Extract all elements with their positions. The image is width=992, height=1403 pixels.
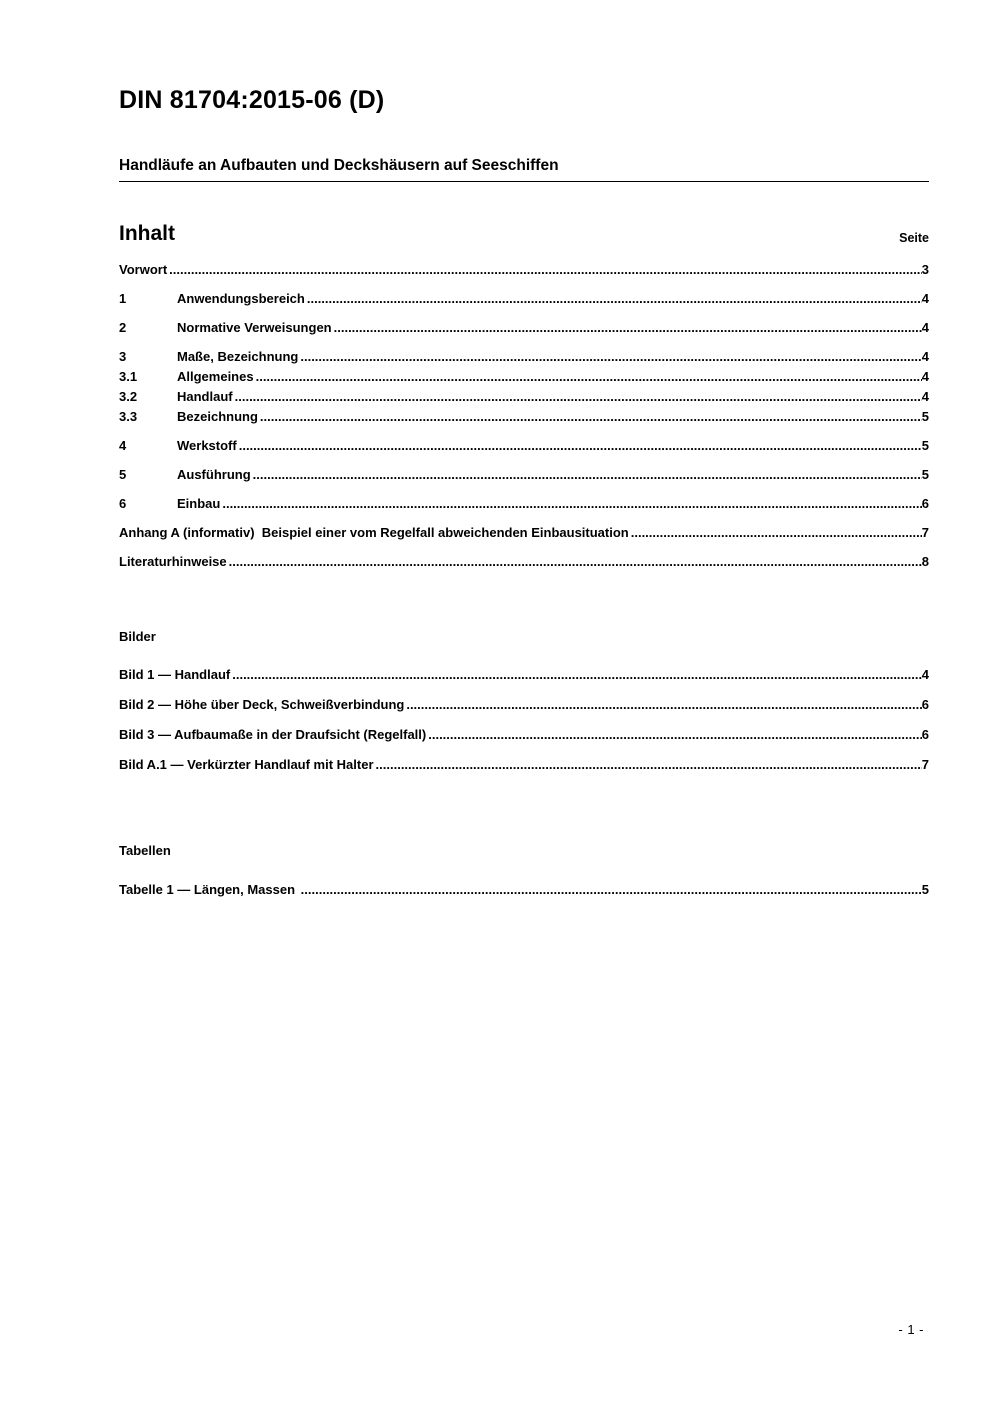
toc-entry-page: 5 xyxy=(921,409,929,424)
dot-leader xyxy=(299,882,922,898)
toc-entry-label: Anwendungsbereich xyxy=(177,291,305,306)
dot-leader xyxy=(237,438,922,454)
toc-entry-number: 2 xyxy=(119,320,127,335)
dot-leader xyxy=(374,757,922,773)
dot-leader xyxy=(230,667,922,683)
toc-entry-number: 3.2 xyxy=(119,389,138,404)
toc-entry-page: 5 xyxy=(921,467,929,482)
dot-leader xyxy=(629,525,922,541)
toc-entry-label: Handlauf xyxy=(177,389,233,404)
toc-entry-page: 8 xyxy=(921,554,929,569)
table-entry-page: 5 xyxy=(921,882,929,897)
figures-list xyxy=(119,667,929,773)
figure-entry-page: 4 xyxy=(921,667,929,682)
toc-page-column-label: Seite xyxy=(899,231,929,245)
toc-entry-1 xyxy=(119,291,929,307)
toc-entry-page: 4 xyxy=(921,291,929,306)
dot-leader xyxy=(251,467,922,483)
toc-list xyxy=(119,262,929,570)
toc-entry-label: Ausführung xyxy=(177,467,251,482)
toc-entry-4 xyxy=(119,438,929,454)
toc-entry-number: 3.3 xyxy=(119,409,138,424)
toc-entry-3 xyxy=(119,349,929,365)
toc-entry-label: Einbau xyxy=(177,496,221,511)
toc-entry-vorwort xyxy=(119,262,929,278)
figure-entry-page: 6 xyxy=(921,697,929,712)
toc-entry-page: 4 xyxy=(921,320,929,335)
toc-entry-number: 1 xyxy=(119,291,127,306)
toc-entry-number: 6 xyxy=(119,496,127,511)
figure-entry-label: Bild A.1 — Verkürzter Handlauf mit Halter xyxy=(119,757,374,772)
figure-entry-bild-a1 xyxy=(119,757,929,773)
toc-entry-number: 4 xyxy=(119,438,127,453)
toc-entry-page: 3 xyxy=(921,262,929,277)
dot-leader xyxy=(305,291,922,307)
figure-entry-label: Bild 1 — Handlauf xyxy=(119,667,231,682)
figure-entry-page: 6 xyxy=(921,727,929,742)
table-entry-tabelle-1 xyxy=(119,882,929,898)
toc-entry-label: Bezeichnung xyxy=(177,409,258,424)
page-content xyxy=(119,0,929,898)
figure-entry-label: Bild 3 — Aufbaumaße in der Draufsicht (Regelfall) xyxy=(119,727,427,742)
footer-page-number: - 1 - xyxy=(898,1322,924,1337)
figures-heading: Bilder xyxy=(119,629,156,644)
toc-entry-2 xyxy=(119,320,929,336)
dot-leader xyxy=(258,409,922,425)
toc-entry-label: Vorwort xyxy=(119,262,168,277)
tables-list xyxy=(119,882,929,898)
toc-entry-number: 3 xyxy=(119,349,127,364)
toc-entry-literaturhinweise xyxy=(119,554,929,570)
dot-leader xyxy=(233,389,922,405)
toc-entry-label: Werkstoff xyxy=(177,438,237,453)
tables-heading: Tabellen xyxy=(119,843,171,858)
toc-entry-page: 4 xyxy=(921,349,929,364)
toc-entry-label: Maße, Bezeichnung xyxy=(177,349,299,364)
dot-leader xyxy=(404,697,921,713)
toc-entry-3-3 xyxy=(119,409,929,425)
toc-entry-number: 3.1 xyxy=(119,369,138,384)
figure-entry-bild-2 xyxy=(119,697,929,713)
document-subtitle: Handläufe an Aufbauten und Deckshäusern auf Seeschiffen xyxy=(119,156,929,182)
toc-entry-5 xyxy=(119,467,929,483)
toc-entry-page: 7 xyxy=(921,525,929,540)
toc-entry-page: 5 xyxy=(921,438,929,453)
toc-entry-6 xyxy=(119,496,929,512)
dot-leader xyxy=(298,349,921,365)
dot-leader xyxy=(426,727,922,743)
toc-heading: Inhalt xyxy=(119,222,175,245)
dot-leader xyxy=(254,369,922,385)
dot-leader xyxy=(167,262,922,278)
document-title: DIN 81704:2015-06 (D) xyxy=(119,86,385,114)
toc-entry-3-2 xyxy=(119,389,929,405)
toc-entry-label: Anhang A (informativ) Beispiel einer vom Regelfall abweichenden Einbausituation xyxy=(119,525,629,540)
toc-entry-page: 6 xyxy=(921,496,929,511)
dot-leader xyxy=(332,320,922,336)
dot-leader xyxy=(227,554,922,570)
figure-entry-label: Bild 2 — Höhe über Deck, Schweißverbindung xyxy=(119,697,405,712)
figure-entry-bild-1 xyxy=(119,667,929,683)
dot-leader xyxy=(220,496,921,512)
toc-entry-label: Normative Verweisungen xyxy=(177,320,332,335)
toc-entry-page: 4 xyxy=(921,369,929,384)
toc-entry-3-1 xyxy=(119,369,929,385)
toc-entry-anhang-a xyxy=(119,525,929,541)
figure-entry-bild-3 xyxy=(119,727,929,743)
toc-entry-page: 4 xyxy=(921,389,929,404)
figure-entry-page: 7 xyxy=(921,757,929,772)
table-entry-label: Tabelle 1 — Längen, Massen xyxy=(119,882,299,897)
toc-entry-label: Allgemeines xyxy=(177,369,254,384)
toc-entry-label: Literaturhinweise xyxy=(119,554,227,569)
toc-header xyxy=(119,222,929,246)
toc-entry-number: 5 xyxy=(119,467,127,482)
